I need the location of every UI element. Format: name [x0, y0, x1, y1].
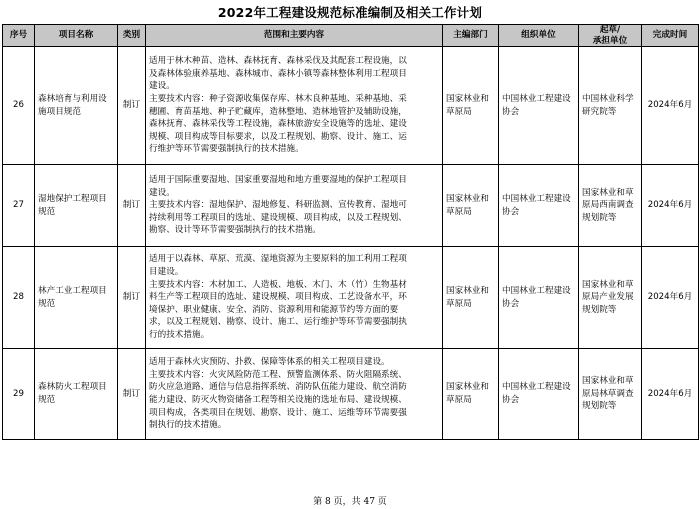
table-row [3, 47, 699, 165]
row-org: 中国林业工程建设协会 [499, 47, 579, 165]
row-name: 湿地保护工程项目规范 [35, 165, 118, 247]
row-drafter: 国家林业和草原局产业发展规划院等 [579, 247, 642, 349]
table-row [3, 247, 699, 349]
table-row [3, 349, 699, 440]
row-scope [146, 165, 443, 247]
scope-line: 规模、项目构成等目标要求，以及工程规划、勘察、设计、施工、运 [149, 131, 407, 142]
scope-line: 主要技术内容：火灾风险防范工程、预警监测体系、防火阻隔系统、 [149, 369, 407, 380]
scope-line: 适用于以森林、草原、荒漠、湿地资源为主要原料的加工利用工程项 [149, 254, 407, 265]
row-no: 27 [3, 165, 35, 247]
scope-line: 森林抚育、森林采伐等工程设施，森林旅游安全设施等的选址、建设 [149, 119, 407, 130]
row-name: 森林防火工程项目规范 [35, 349, 118, 440]
row-time: 2024年6月 [642, 349, 699, 440]
row-drafter: 国家林业和草原局西南调查规划院等 [579, 165, 642, 247]
scope-line: 建设。 [149, 81, 175, 92]
scope-line: 主要技术内容：种子资源收集保存库、林木良种基地、采种基地、采 [149, 93, 407, 104]
scope-line: 持续利用等工程项目的选址、建设规模、项目构成，以及工程规划、 [149, 212, 407, 223]
header-drafter-line2: 承担单位 [592, 35, 628, 46]
row-no: 28 [3, 247, 35, 349]
row-name: 林产工业工程项目规范 [35, 247, 118, 349]
row-drafter: 国家林业和草原局林草调查规划院等 [579, 349, 642, 440]
row-name: 森林培育与利用设施项目规范 [35, 47, 118, 165]
row-scope [146, 247, 443, 349]
row-scope [146, 349, 443, 440]
scope-line: 目建设。 [149, 267, 184, 278]
row-drafter: 中国林业科学研究院等 [579, 47, 642, 165]
row-type: 制订 [118, 349, 146, 440]
row-dept: 国家林业和草原局 [443, 47, 499, 165]
page-number: 第 8 页，共 47 页 [313, 497, 387, 507]
scope-line: 行的技术措施。 [149, 329, 210, 340]
table-header-row [3, 25, 699, 47]
scope-line: 料生产等工程项目的选址、建设规模、项目构成、工艺设备水平，环 [149, 292, 407, 303]
row-org: 中国林业工程建设协会 [499, 247, 579, 349]
row-type: 制订 [118, 247, 146, 349]
row-org: 中国林业工程建设协会 [499, 165, 579, 247]
row-dept: 国家林业和草原局 [443, 165, 499, 247]
scope-line: 项目构成，各类项目在规划、勘察、设计、施工、运维等环节需要强 [149, 407, 407, 418]
header-scope: 范围和主要内容 [146, 25, 443, 47]
scope-line: 行维护等环节需要强制执行的技术措施。 [149, 144, 304, 155]
header-org: 组织单位 [499, 25, 579, 47]
scope-line: 制执行的技术措施。 [149, 420, 227, 431]
row-no: 29 [3, 349, 35, 440]
row-time: 2024年6月 [642, 165, 699, 247]
header-time: 完成时间 [642, 25, 699, 47]
row-time: 2024年6月 [642, 247, 699, 349]
scope-line: 穗圃、育苗基地、种子贮藏库，造林整地、造林地管护及辅助设施， [149, 106, 407, 117]
scope-line: 适用于国际重要湿地、国家重要湿地和地方重要湿地的保护工程项目 [149, 175, 407, 186]
row-type: 制订 [118, 47, 146, 165]
row-scope [146, 47, 443, 165]
row-type: 制订 [118, 165, 146, 247]
row-org: 中国林业工程建设协会 [499, 349, 579, 440]
header-name: 项目名称 [35, 25, 118, 47]
table-row [3, 165, 699, 247]
header-dept: 主编部门 [443, 25, 499, 47]
scope-line: 适用于林木种苗、造林、森林抚育、森林采伐及其配套工程设施，以 [149, 56, 407, 67]
scope-line: 适用于森林火灾预防、扑救、保障等体系的相关工程项目建设。 [149, 357, 390, 368]
row-dept: 国家林业和草原局 [443, 349, 499, 440]
page-title: 2022年工程建设规范标准编制及相关工作计划 [217, 5, 483, 20]
scope-line: 能力建设、防灭火物资储备工程等相关设施的选址布局、建设规模、 [149, 395, 407, 405]
scope-line: 勘察、设计等环节需要强制执行的技术措施。 [149, 225, 321, 236]
header-no: 序号 [3, 25, 35, 47]
scope-line: 境保护、职业健康、安全、消防、资源利用和能源节约等方面的要 [149, 304, 399, 315]
scope-line: 主要技术内容：木材加工、人造板、地板、木门、木（竹）生物基材 [149, 279, 407, 290]
row-time: 2024年6月 [642, 47, 699, 165]
scope-line: 及森林体验康养基地、森林城市、森林小镇等森林整体利用工程项目 [149, 68, 407, 79]
scope-line: 防火应急道路、通信与信息指挥系统、消防队伍能力建设、航空消防 [149, 382, 407, 393]
header-type: 类别 [118, 25, 146, 47]
row-no: 26 [3, 47, 35, 165]
plan-table [2, 24, 699, 440]
scope-line: 求，以及工程规划、勘察、设计、施工、运行维护等环节需要强制执 [149, 317, 407, 328]
header-drafter [579, 25, 642, 47]
header-drafter-line1: 起草/ [599, 25, 621, 35]
scope-line: 主要技术内容：湿地保护、湿地修复、科研监测、宣传教育、湿地可 [149, 200, 407, 211]
scope-line: 建设。 [149, 187, 175, 198]
row-dept: 国家林业和草原局 [443, 247, 499, 349]
